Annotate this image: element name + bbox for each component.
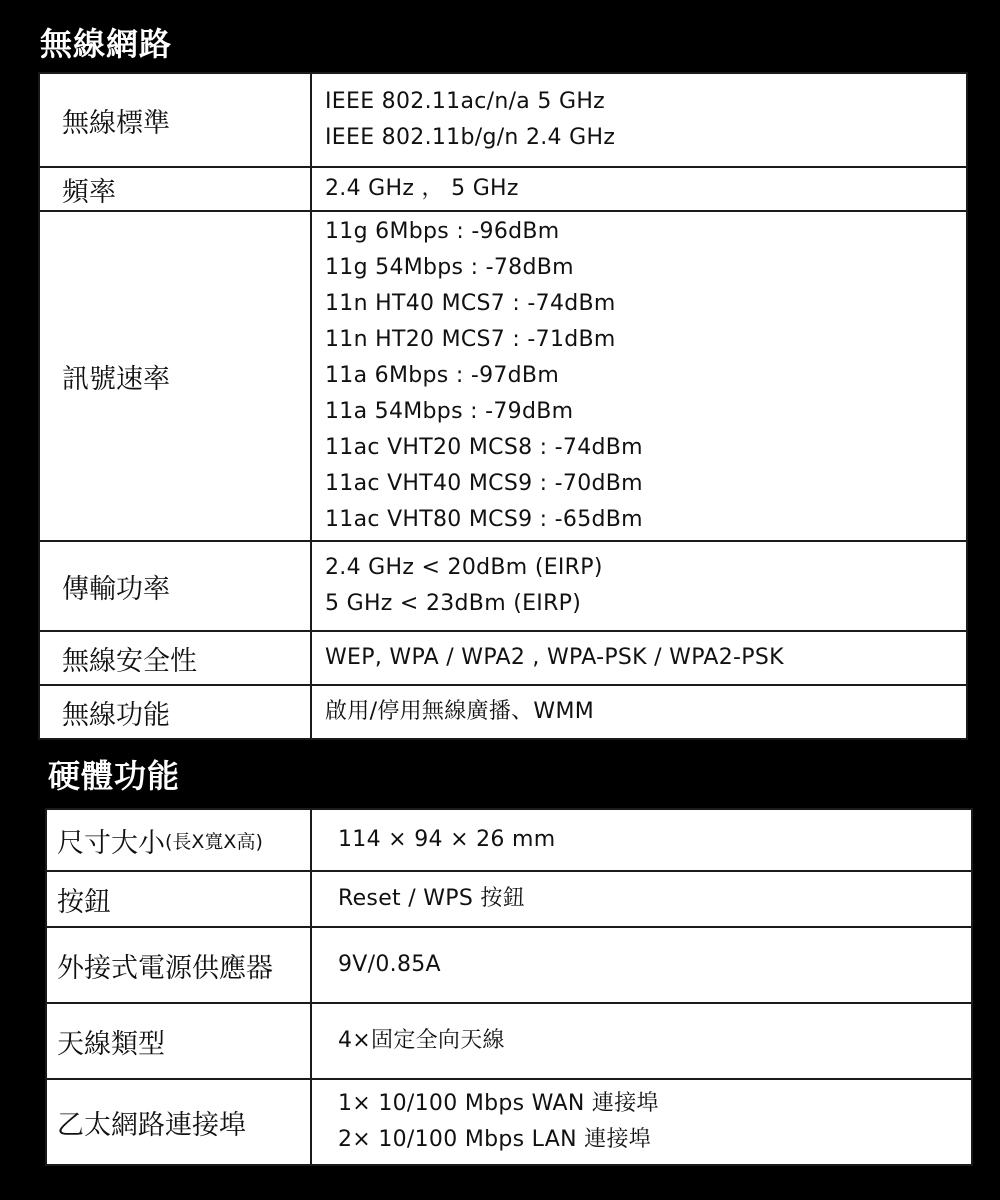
spec-value [312, 542, 966, 630]
spec-value-line: 2× 10/100 Mbps LAN 連接埠 [338, 1127, 652, 1152]
wireless-section-title: 無線網路 [40, 25, 173, 63]
wireless-spec-table [38, 72, 968, 740]
spec-value [312, 1004, 971, 1078]
spec-row-signal-rate [40, 212, 966, 542]
spec-value-line: 11ac VHT20 MCS8 : -74dBm [325, 435, 643, 460]
spec-value-line: 11g 54Mbps : -78dBm [325, 255, 574, 280]
spec-label: 訊號速率 [40, 212, 312, 540]
spec-row-wireless-security [40, 632, 966, 686]
spec-value [312, 1080, 971, 1164]
spec-value-line: 啟用/停用無線廣播、WMM [325, 699, 595, 724]
spec-label: 傳輸功率 [40, 542, 312, 630]
spec-value-line: 2.4 GHz < 20dBm (EIRP) [325, 555, 603, 580]
spec-label: 外接式電源供應器 [47, 928, 312, 1002]
spec-value-line: 11g 6Mbps : -96dBm [325, 219, 560, 244]
spec-value [312, 872, 971, 926]
spec-row-transmit-power [40, 542, 966, 632]
spec-value [312, 632, 966, 684]
spec-row-dimensions [47, 810, 971, 872]
spec-label: 乙太網路連接埠 [47, 1080, 312, 1164]
spec-row-buttons [47, 872, 971, 928]
spec-value-line: 11ac VHT40 MCS9 : -70dBm [325, 471, 643, 496]
spec-value-line: 11n HT20 MCS7 : -71dBm [325, 327, 616, 352]
spec-row-wireless-features [40, 686, 966, 738]
spec-label: 按鈕 [47, 872, 312, 926]
spec-label: 頻率 [40, 168, 312, 210]
spec-value [312, 810, 971, 870]
spec-label: 無線功能 [40, 686, 312, 738]
spec-value-line: 9V/0.85A [338, 952, 441, 977]
hardware-spec-table [45, 808, 973, 1166]
spec-value-line: 2.4 GHz ， 5 GHz [325, 176, 519, 201]
spec-value [312, 686, 966, 738]
spec-value-line: 11ac VHT80 MCS9 : -65dBm [325, 507, 643, 532]
spec-row-ethernet-ports [47, 1080, 971, 1164]
spec-value-line: 114 × 94 × 26 mm [338, 827, 556, 852]
spec-label: 無線標準 [40, 74, 312, 166]
spec-value-line: IEEE 802.11ac/n/a 5 GHz [325, 89, 606, 114]
spec-row-frequency [40, 168, 966, 212]
spec-value-line: 11a 6Mbps : -97dBm [325, 363, 560, 388]
spec-row-power-adapter [47, 928, 971, 1004]
spec-row-antenna-type [47, 1004, 971, 1080]
spec-value-line: WEP, WPA / WPA2 , WPA-PSK / WPA2-PSK [325, 645, 784, 670]
spec-value-line: 11a 54Mbps : -79dBm [325, 399, 574, 424]
spec-value [312, 212, 966, 540]
spec-value [312, 928, 971, 1002]
spec-value-line: Reset / WPS 按鈕 [338, 886, 526, 911]
spec-label-sub: (長X寬X高) [165, 830, 263, 853]
spec-label-main: 尺寸大小 [57, 827, 165, 859]
spec-label [47, 810, 312, 870]
spec-value-line: 11n HT40 MCS7 : -74dBm [325, 291, 616, 316]
spec-value-line: 5 GHz < 23dBm (EIRP) [325, 591, 582, 616]
spec-label: 天線類型 [47, 1004, 312, 1078]
spec-value-line: IEEE 802.11b/g/n 2.4 GHz [325, 125, 616, 150]
spec-value [312, 168, 966, 210]
spec-value-line: 1× 10/100 Mbps WAN 連接埠 [338, 1091, 659, 1116]
spec-value [312, 74, 966, 166]
spec-row-wireless-standard [40, 74, 966, 168]
spec-value-line: 4×固定全向天線 [338, 1028, 505, 1053]
hardware-section-title: 硬體功能 [48, 757, 181, 795]
spec-label: 無線安全性 [40, 632, 312, 684]
